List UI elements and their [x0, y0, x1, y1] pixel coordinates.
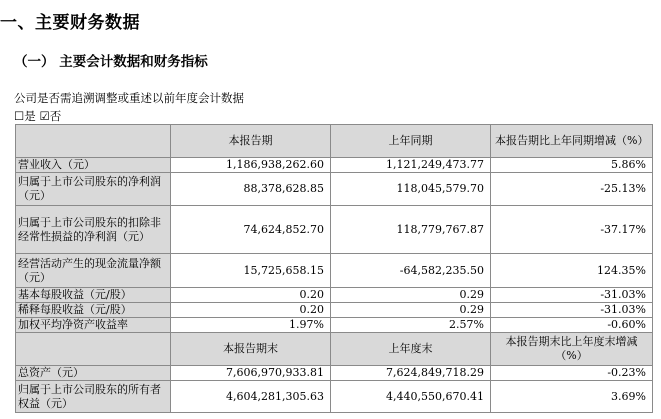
- current-value: 1,186,938,262.60: [171, 158, 331, 173]
- row-label: 归属于上市公司股东的扣除非经常性损益的净利润（元）: [16, 206, 171, 254]
- row-label: 总资产（元）: [16, 366, 171, 381]
- table1-header-prior: 上年同期: [331, 125, 491, 158]
- table1-header-row: [16, 125, 653, 158]
- prior-value: 7,624,849,718.29: [331, 366, 491, 381]
- row-label: 归属于上市公司股东的净利润（元）: [16, 173, 171, 206]
- table1-header-blank: [16, 125, 171, 158]
- current-value: 15,725,658.15: [171, 254, 331, 288]
- change-value: -37.17%: [491, 206, 653, 254]
- current-value: 4,604,281,305.63: [171, 381, 331, 413]
- current-value: 74,624,852.70: [171, 206, 331, 254]
- table-row: [16, 158, 653, 173]
- row-label: 基本每股收益（元/股）: [16, 288, 171, 303]
- row-label: 加权平均净资产收益率: [16, 318, 171, 333]
- change-value: -0.23%: [491, 366, 653, 381]
- table2-header-change: 本报告期末比上年度末增减（%）: [491, 333, 653, 366]
- change-value: -0.60%: [491, 318, 653, 333]
- prior-value: 0.29: [331, 303, 491, 318]
- table-row: [16, 254, 653, 288]
- current-value: 0.20: [171, 303, 331, 318]
- table-row: [16, 288, 653, 303]
- change-value: -31.03%: [491, 288, 653, 303]
- table-row: [16, 366, 653, 381]
- table-row: [16, 303, 653, 318]
- change-value: 124.35%: [491, 254, 653, 288]
- change-value: -31.03%: [491, 303, 653, 318]
- table2-header-current: 本报告期末: [171, 333, 331, 366]
- change-value: -25.13%: [491, 173, 653, 206]
- current-value: 88,378,628.85: [171, 173, 331, 206]
- table2-header-prior: 上年度末: [331, 333, 491, 366]
- table-row: [16, 206, 653, 254]
- table1-header-current: 本报告期: [171, 125, 331, 158]
- table1-header-change: 本报告期比上年同期增减（%）: [491, 125, 653, 158]
- current-value: 1.97%: [171, 318, 331, 333]
- row-label: 归属于上市公司股东的所有者权益（元）: [16, 381, 171, 413]
- table-row: [16, 318, 653, 333]
- prior-value: -64,582,235.50: [331, 254, 491, 288]
- prior-value: 4,440,550,670.41: [331, 381, 491, 413]
- prior-value: 1,121,249,473.77: [331, 158, 491, 173]
- change-value: 3.69%: [491, 381, 653, 413]
- prior-value: 118,045,579.70: [331, 173, 491, 206]
- change-value: 5.86%: [491, 158, 653, 173]
- row-label: 稀释每股收益（元/股）: [16, 303, 171, 318]
- current-value: 0.20: [171, 288, 331, 303]
- subsection-heading: （一） 主要会计数据和财务指标: [14, 54, 208, 70]
- prior-value: 118,779,767.87: [331, 206, 491, 254]
- table-row: [16, 381, 653, 413]
- table2-header-blank: [16, 333, 171, 366]
- table2-header-row: [16, 333, 653, 366]
- financial-data-table: [15, 124, 653, 413]
- prior-value: 0.29: [331, 288, 491, 303]
- row-label: 经营活动产生的现金流量净额（元）: [16, 254, 171, 288]
- restatement-question: 公司是否需追溯调整或重述以前年度会计数据: [14, 91, 244, 105]
- table-row: [16, 173, 653, 206]
- row-label: 营业收入（元）: [16, 158, 171, 173]
- restatement-choice: ☐是 ☑否: [14, 109, 62, 123]
- current-value: 7,606,970,933.81: [171, 366, 331, 381]
- section-heading: 一、主要财务数据: [0, 13, 140, 33]
- prior-value: 2.57%: [331, 318, 491, 333]
